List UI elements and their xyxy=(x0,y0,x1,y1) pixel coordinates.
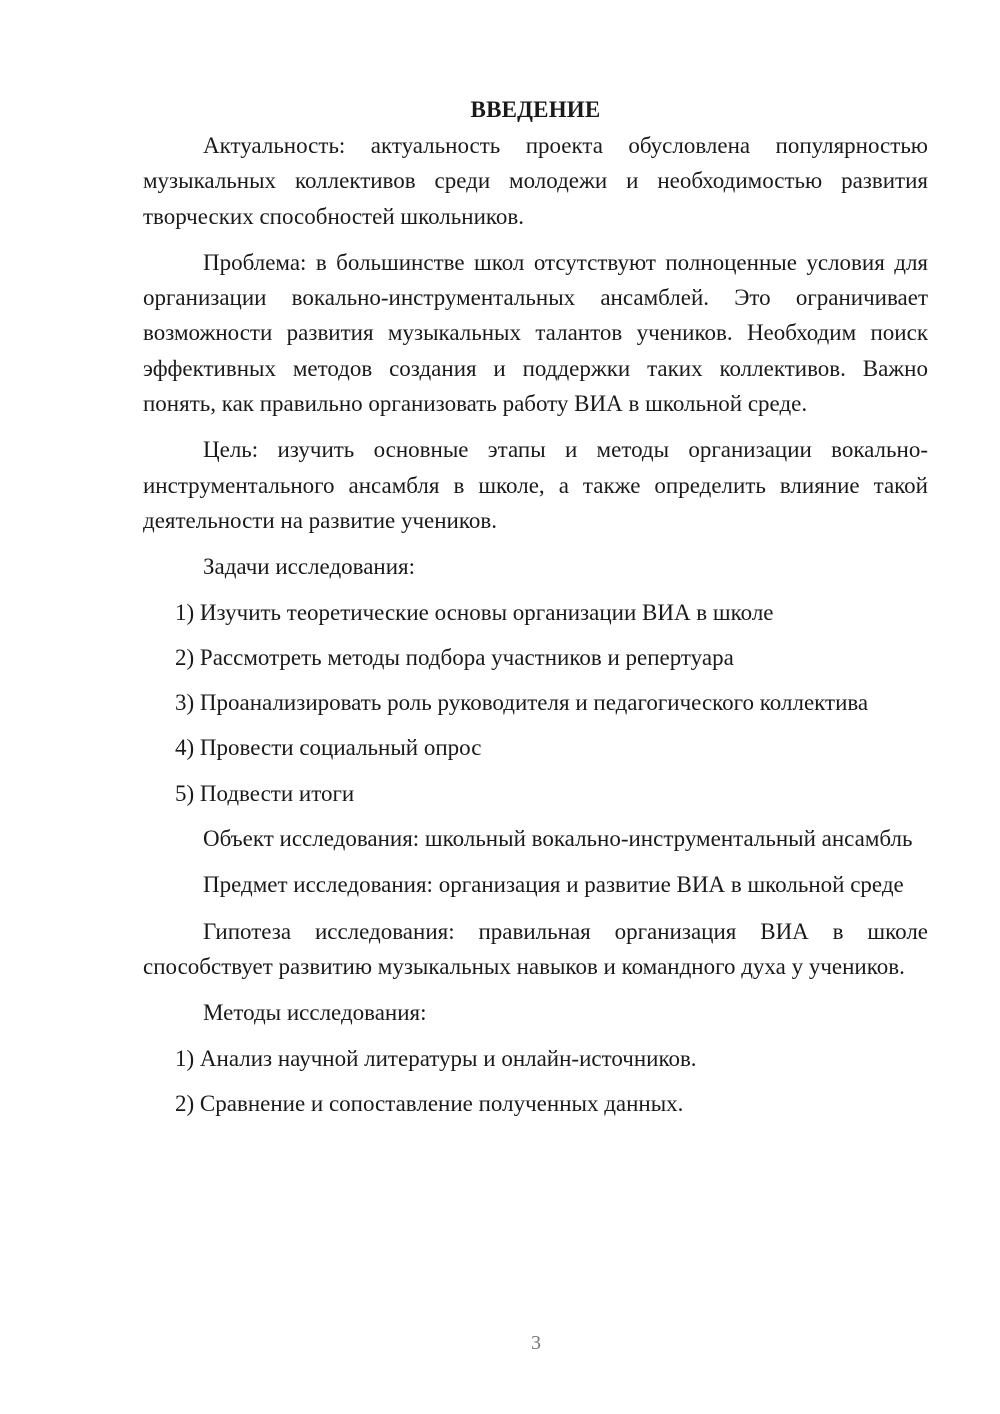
tasks-title: Задачи исследования: xyxy=(203,554,416,580)
task-item: 4) Провести социальный опрос xyxy=(175,735,482,761)
goal-paragraph: Цель: изучить основные этапы и методы организации вокально-инструментального ансамбля в школе, а также определить влияние такой деятельности на развитие учеников. xyxy=(143,437,928,533)
page-number: 3 xyxy=(531,1332,541,1354)
methods-title: Методы исследования: xyxy=(203,1000,427,1026)
object-paragraph: Объект исследования: школьный вокально-инструментальный ансамбль xyxy=(203,826,913,852)
hypothesis-paragraph: Гипотеза исследования: правильная организация ВИА в школе способствует развитию музыкальных навыков и командного духа у учеников. xyxy=(143,918,928,979)
problem-paragraph: Проблема: в большинстве школ отсутствуют полноценные условия для организации вокально-инструментальных ансамблей. Это ограничивает возможности развития музыкальных талантов учеников. Необходим поиск эффективных методов создания и поддержки таких коллективов. Важно понять, как правильно организовать работу ВИА в школьной среде. xyxy=(143,249,928,417)
method-item: 2) Сравнение и сопоставление полученных данных. xyxy=(175,1090,684,1116)
task-item: 1) Изучить теоретические основы организации ВИА в школе xyxy=(175,599,774,625)
section-heading: ВВЕДЕНИЕ xyxy=(470,97,601,122)
document-page xyxy=(143,92,928,1131)
task-item: 3) Проанализировать роль руководителя и педагогического коллектива xyxy=(175,690,869,716)
subject-paragraph: Предмет исследования: организация и развитие ВИА в школьной среде xyxy=(203,872,904,898)
method-item: 1) Анализ научной литературы и онлайн-источников. xyxy=(175,1045,697,1071)
task-item: 2) Рассмотреть методы подбора участников и репертуара xyxy=(175,644,734,670)
relevance-paragraph: Актуальность: актуальность проекта обусловлена популярностью музыкальных коллективов среди молодежи и необходимостью развития творческих способностей школьников. xyxy=(143,133,928,229)
task-item: 5) Подвести итоги xyxy=(175,780,355,806)
